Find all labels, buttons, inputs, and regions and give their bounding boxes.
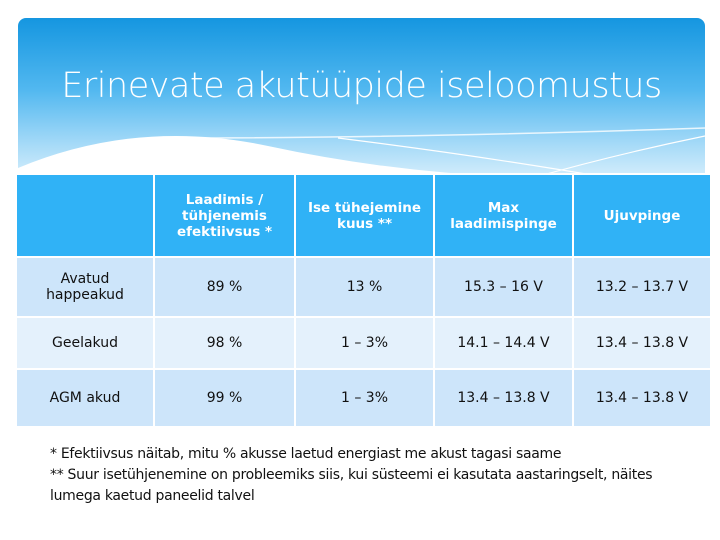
table-cell: 13.4 – 13.8 V bbox=[434, 369, 573, 427]
table-cell: 1 – 3% bbox=[295, 317, 434, 369]
header-cell: Ise tühejemine kuus ** bbox=[295, 174, 434, 257]
row-label: AGM akud bbox=[16, 369, 154, 427]
table-header-row bbox=[16, 174, 711, 257]
slide-title: Erinevate akutüüpide iseloomustus bbox=[61, 66, 662, 106]
table-cell: 13 % bbox=[295, 257, 434, 317]
table-cell: 13.4 – 13.8 V bbox=[573, 317, 711, 369]
table-cell: 15.3 – 16 V bbox=[434, 257, 573, 317]
table-cell: 13.4 – 13.8 V bbox=[573, 369, 711, 427]
header-cell: Max laadimispinge bbox=[434, 174, 573, 257]
footnotes bbox=[50, 444, 690, 507]
table-row bbox=[16, 317, 711, 369]
table-cell: 89 % bbox=[154, 257, 295, 317]
table-row bbox=[16, 257, 711, 317]
table-cell: 98 % bbox=[154, 317, 295, 369]
table-cell: 13.2 – 13.7 V bbox=[573, 257, 711, 317]
footnote: ** Suur isetühjenemine on probleemiks siis, kui süsteemi ei kasutata aastaringselt, näites lumega kaetud paneelid talvel bbox=[50, 467, 653, 504]
battery-types-table bbox=[15, 173, 712, 428]
header-cell: Ujuvpinge bbox=[573, 174, 711, 257]
title-banner bbox=[18, 18, 705, 178]
row-label: Geelakud bbox=[16, 317, 154, 369]
footnote: * Efektiivsus näitab, mitu % akusse laetud energiast me akust tagasi saame bbox=[50, 446, 562, 462]
table-cell: 14.1 – 14.4 V bbox=[434, 317, 573, 369]
row-label: Avatud happeakud bbox=[16, 257, 154, 317]
table-row bbox=[16, 369, 711, 427]
header-cell: Laadimis / tühjenemis efektiivsus * bbox=[154, 174, 295, 257]
table-cell: 99 % bbox=[154, 369, 295, 427]
table-cell: 1 – 3% bbox=[295, 369, 434, 427]
header-cell bbox=[16, 174, 154, 257]
